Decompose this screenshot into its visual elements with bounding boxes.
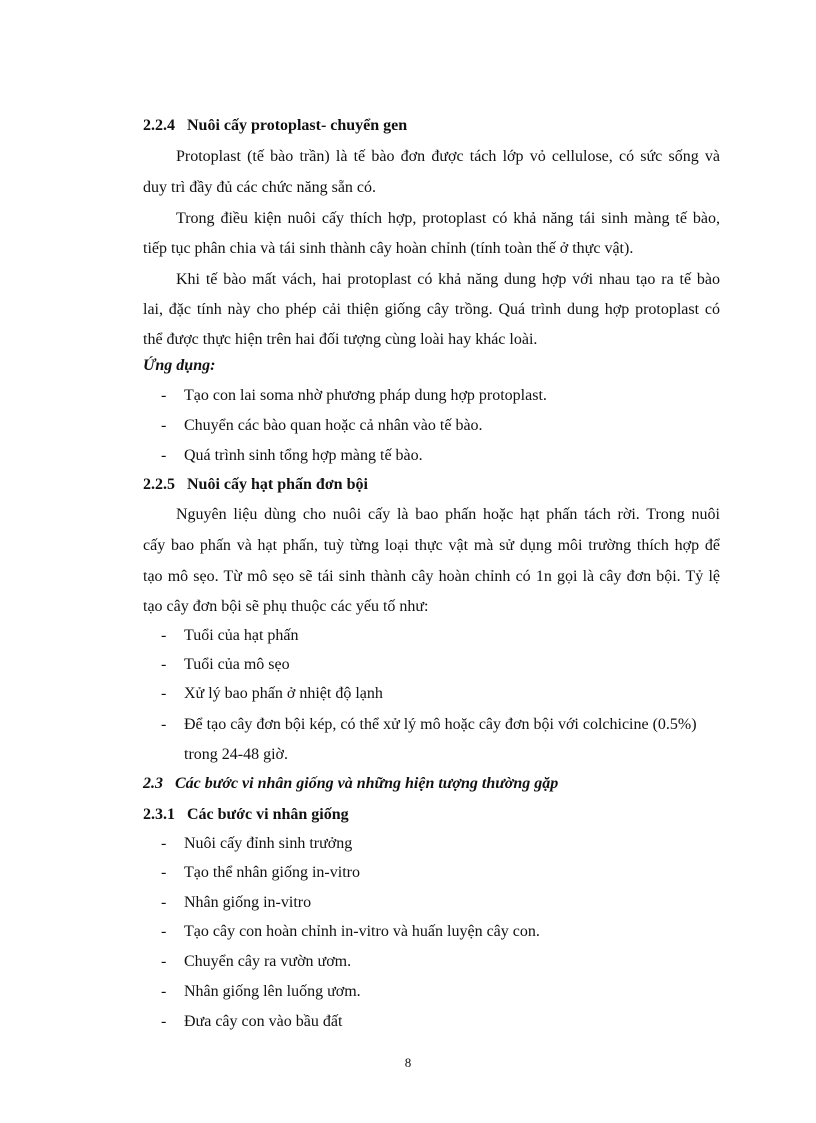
bullet-dash: - [161,894,167,911]
paragraph-line: lai, đặc tính này cho phép cải thiện giống cây trồng. Quá trình dung hợp protoplast có [143,301,720,318]
section-title: Nuôi cấy hạt phấn đơn bội [187,476,368,493]
section-title: Các bước vi nhân giống và những hiện tượng thường gặp [175,775,559,792]
bullet-dash: - [161,835,167,852]
list-item-text: Chuyển cây ra vườn ươm. [184,953,352,970]
list-item-text: Tuổi của hạt phấn [184,627,299,644]
list-item-text: Tạo con lai soma nhờ phương pháp dung hợp protoplast. [184,387,547,404]
paragraph-line: Trong điều kiện nuôi cấy thích hợp, protoplast có khả năng tái sinh màng tế bào, [176,210,720,227]
page-number: 8 [404,1055,412,1070]
bullet-dash: - [161,864,167,881]
list-item-text: Để tạo cây đơn bội kép, có thể xử lý mô hoặc cây đơn bội với colchicine (0.5%) [184,716,697,733]
list-item-text: Xử lý bao phấn ở nhiệt độ lạnh [184,685,383,702]
bullet-dash: - [161,656,167,673]
list-item-text: Chuyển các bào quan hoặc cả nhân vào tế bào. [184,417,483,434]
list-item-text: Tạo cây con hoàn chỉnh in-vitro và huấn luyện cây con. [184,923,540,940]
paragraph-line: Khi tế bào mất vách, hai protoplast có khả năng dung hợp với nhau tạo ra tế bào [176,271,720,288]
bullet-dash: - [161,1013,167,1030]
paragraph-line: tiếp tục phân chia và tái sinh thành cây hoàn chỉnh (tính toàn thế ở thực vật). [143,240,634,257]
list-item-continuation: trong 24-48 giờ. [184,746,289,763]
list-item-text: Tạo thể nhân giống in-vitro [184,864,360,881]
bullet-dash: - [161,685,167,702]
section-heading-2-3 [143,774,558,794]
section-number: 2.3.1 [143,806,175,823]
paragraph-line: thể được thực hiện trên hai đối tượng cùng loài hay khác loài. [143,331,538,348]
section-heading-2-2-5 [143,475,368,495]
bullet-dash: - [161,716,167,733]
list-item-text: Quá trình sinh tổng hợp màng tế bào. [184,447,423,464]
list-item-text: Tuổi của mô sẹo [184,656,290,673]
bullet-dash: - [161,983,167,1000]
section-title: Các bước vi nhân giống [187,806,349,823]
section-heading-2-3-1 [143,805,349,825]
paragraph-line: tạo cây đơn bội sẽ phụ thuộc các yếu tố như: [143,598,429,615]
section-number: 2.3 [143,775,163,792]
list-item-text: Nhân giống lên luống ươm. [184,983,361,1000]
section-heading-2-2-4 [143,116,407,136]
bullet-dash: - [161,387,167,404]
list-item-text: Nuôi cấy đỉnh sinh trưởng [184,835,353,852]
paragraph-line: tạo mô sẹo. Từ mô sẹo sẽ tái sinh thành cây hoàn chỉnh có 1n gọi là cây đơn bội. Tỷ lệ [143,568,720,585]
bullet-dash: - [161,627,167,644]
paragraph-line: Protoplast (tế bào trần) là tế bào đơn được tách lớp vỏ cellulose, có sức sống và [176,148,720,165]
bullet-dash: - [161,923,167,940]
paragraph-line: cấy bao phấn và hạt phấn, tuỳ từng loại thực vật mà sử dụng môi trường thích hợp để [143,537,720,554]
applications-label: Ứng dụng: [143,357,216,374]
list-item-text: Nhân giống in-vitro [184,894,312,911]
paragraph-line: Nguyên liệu dùng cho nuôi cấy là bao phấn hoặc hạt phấn tách rời. Trong nuôi [176,506,720,523]
section-title: Nuôi cấy protoplast- chuyển gen [187,117,408,134]
bullet-dash: - [161,447,167,464]
bullet-dash: - [161,417,167,434]
list-item-text: Đưa cây con vào bầu đất [184,1013,343,1030]
paragraph-line: duy trì đầy đủ các chức năng sẵn có. [143,179,377,196]
section-number: 2.2.4 [143,117,175,134]
bullet-dash: - [161,953,167,970]
section-number: 2.2.5 [143,476,175,493]
